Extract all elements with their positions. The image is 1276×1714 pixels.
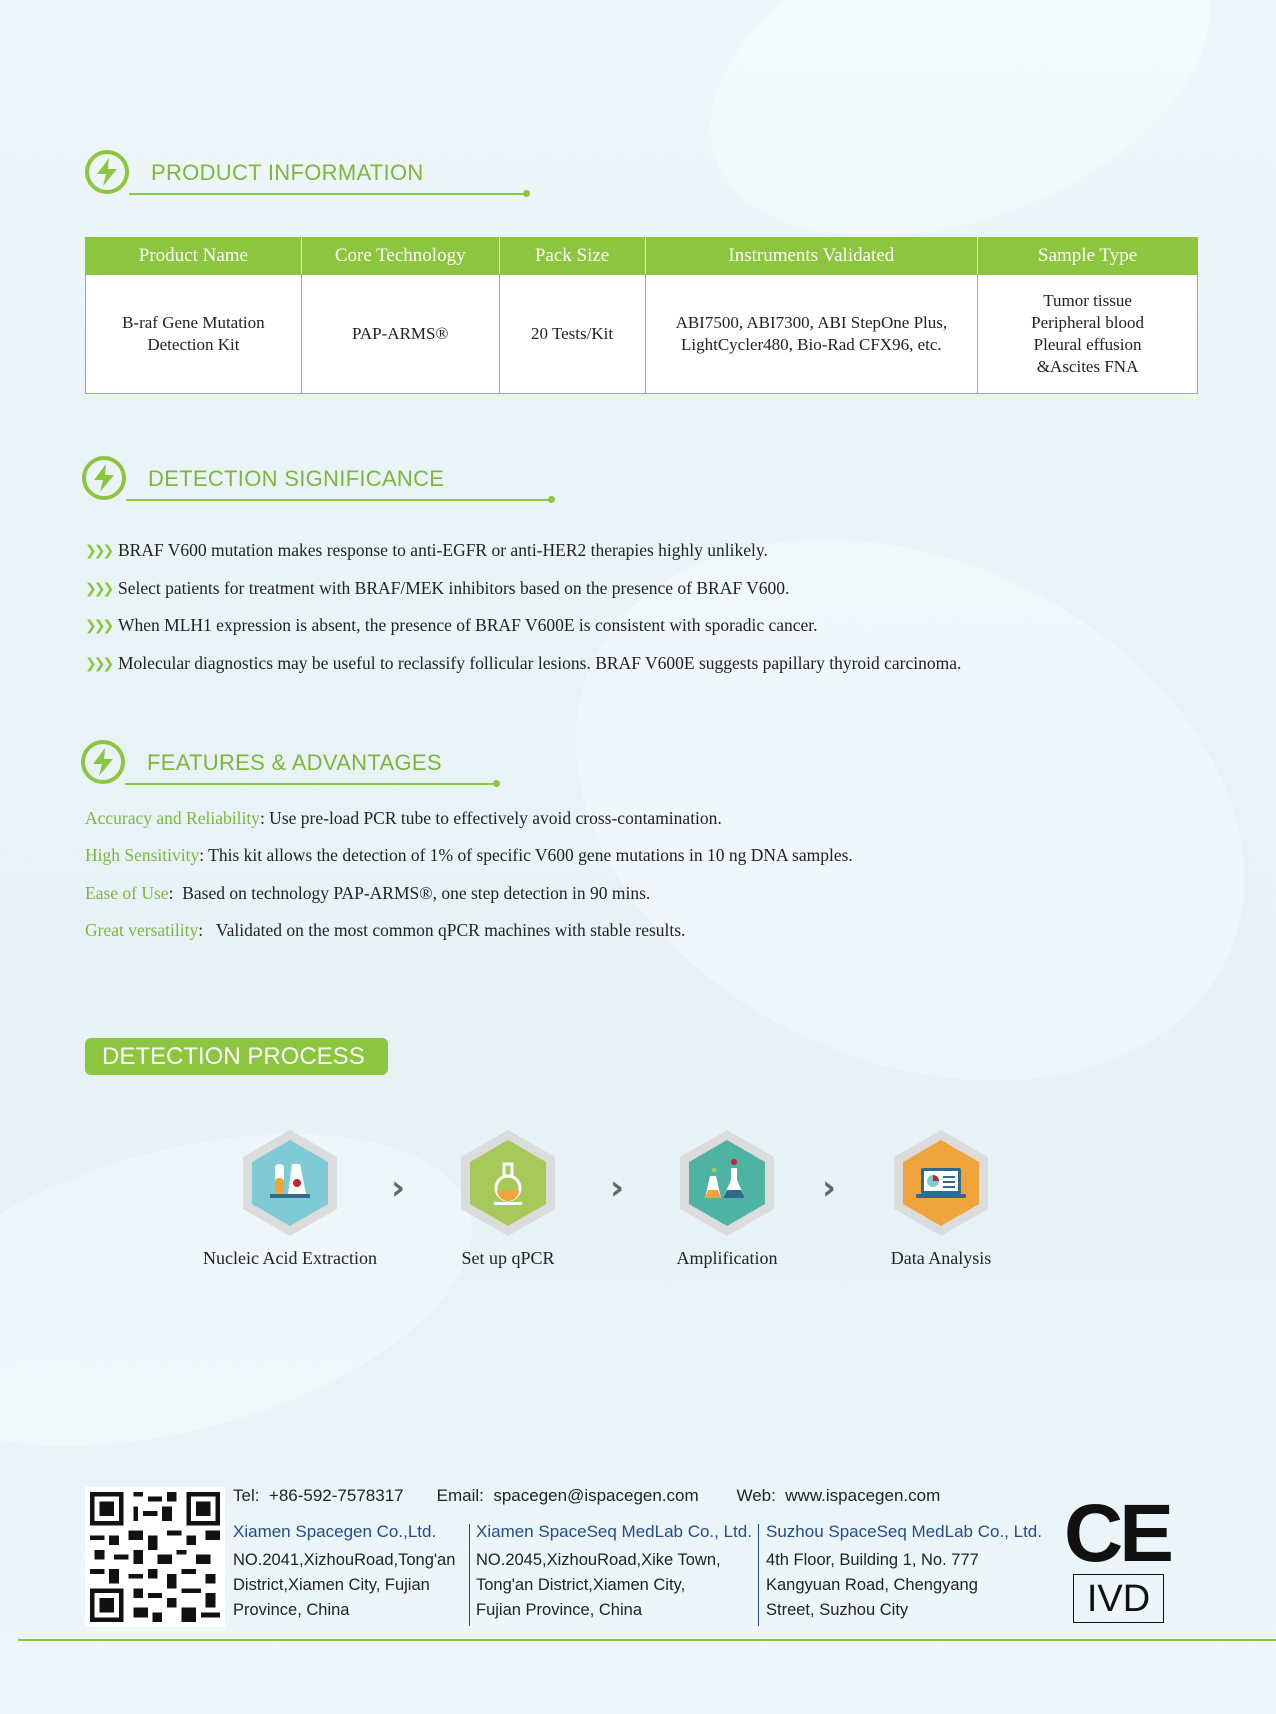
footer-rule	[18, 1639, 1276, 1641]
list-item	[85, 578, 1185, 616]
title-underline	[125, 783, 497, 785]
company-address-line: Tong'an District,Xiamen City,	[476, 1576, 686, 1594]
company-name: Xiamen SpaceSeq MedLab Co., Ltd.	[476, 1522, 752, 1541]
chevron-right-icon: ›	[822, 1168, 837, 1208]
column-header: Sample Type	[978, 238, 1198, 275]
company-name: Xiamen Spacegen Co.,Ltd.	[233, 1522, 437, 1541]
process-step	[627, 1128, 827, 1268]
process-step	[841, 1128, 1041, 1268]
company-address-line: NO.2045,XizhouRoad,Xike Town,	[476, 1551, 721, 1569]
test-tubes-icon	[240, 1128, 340, 1238]
list-item	[85, 653, 1185, 691]
column-header: Pack Size	[499, 238, 645, 275]
detection-process-badge: DETECTION PROCESS	[85, 1038, 388, 1075]
cell-line: Pleural effusion	[1033, 335, 1142, 354]
brand-logo-icon	[85, 150, 129, 194]
feature-key: Great versatility	[85, 919, 199, 940]
feature-text: : Validated on the most common qPCR machines with stable results.	[198, 919, 686, 940]
step-label: Set up qPCR	[461, 1248, 555, 1268]
company-block	[476, 1522, 752, 1623]
company-address-line: Province, China	[233, 1601, 350, 1619]
feature-item	[85, 845, 1185, 882]
list-item-text: Molecular diagnostics may be useful to reclassify follicular lesions. BRAF V600E suggests papillary thyroid carcinoma.	[118, 652, 962, 673]
section-title: FEATURES & ADVANTAGES	[147, 750, 442, 775]
double-chevron-icon: ❯❯❯	[85, 618, 112, 634]
cell-line: ABI7500, ABI7300, ABI StepOne Plus,	[675, 313, 948, 332]
feature-item	[85, 920, 1185, 957]
underline-dot	[493, 780, 500, 787]
cell-line: B-raf Gene Mutation	[122, 313, 265, 332]
ce-mark: CE	[1064, 1488, 1170, 1579]
company-block	[233, 1522, 455, 1623]
cell-line: Detection Kit	[147, 335, 240, 354]
process-step	[190, 1128, 390, 1268]
cell-product-name	[86, 275, 302, 394]
list-item	[85, 615, 1185, 653]
divider	[758, 1524, 759, 1626]
underline-dot	[523, 190, 530, 197]
cell-line: Tumor tissue	[1043, 291, 1132, 310]
double-chevron-icon: ❯❯❯	[85, 543, 112, 559]
company-address-line: Street, Suzhou City	[766, 1601, 909, 1619]
brand-logo-icon	[82, 456, 126, 500]
feature-text: : This kit allows the detection of 1% of specific V600 gene mutations in 10 ng DNA samples.	[199, 845, 853, 866]
divider	[469, 1524, 470, 1626]
contact-line: Tel: +86-592-7578317 Email: spacegen@ispacegen.com Web: www.ispacegen.com	[233, 1486, 941, 1505]
process-step	[408, 1128, 608, 1268]
title-underline	[126, 499, 552, 501]
underline-dot	[548, 496, 555, 503]
feature-key: High Sensitivity	[85, 845, 200, 866]
ivd-mark: IVD	[1073, 1574, 1164, 1623]
company-block	[766, 1522, 1042, 1623]
company-address-line: NO.2041,XizhouRoad,Tong'an	[233, 1551, 456, 1569]
company-address-line: Fujian Province, China	[476, 1601, 642, 1619]
detection-significance-header	[82, 456, 562, 504]
qr-code-icon	[85, 1487, 225, 1627]
feature-text: : Use pre-load PCR tube to effectively avoid cross-contamination.	[259, 808, 722, 828]
feature-text: : Based on technology PAP-ARMS®, one step detection in 90 mins.	[168, 882, 651, 903]
features-list	[85, 808, 1185, 957]
list-item-text: When MLH1 expression is absent, the presence of BRAF V600E is consistent with sporadic cancer.	[118, 615, 818, 635]
cell-core-technology: PAP-ARMS®	[301, 275, 499, 394]
cell-pack-size: 20 Tests/Kit	[499, 275, 645, 394]
cell-line: &Ascites FNA	[1036, 357, 1139, 376]
table-row	[86, 275, 1198, 394]
step-label: Nucleic Acid Extraction	[203, 1248, 377, 1268]
step-label: Amplification	[676, 1248, 778, 1268]
feature-key: Accuracy and Reliability	[85, 808, 260, 828]
significance-list	[85, 540, 1185, 690]
feature-key: Ease of Use	[85, 882, 169, 903]
double-chevron-icon: ❯❯❯	[85, 580, 112, 597]
section-title: DETECTION SIGNIFICANCE	[148, 466, 445, 491]
chevron-right-icon: ›	[610, 1168, 625, 1208]
flask-icon	[458, 1128, 558, 1238]
table-header-row	[86, 238, 1198, 275]
laptop-chart-icon	[891, 1128, 991, 1238]
column-header: Instruments Validated	[645, 238, 978, 275]
company-address-line: Kangyuan Road, Chengyang	[766, 1576, 978, 1594]
double-chevron-icon: ❯❯❯	[85, 655, 112, 672]
cell-instruments	[645, 275, 978, 394]
section-title: PRODUCT INFORMATION	[151, 160, 424, 185]
feature-item	[85, 883, 1185, 920]
features-header	[81, 740, 501, 788]
title-underline	[129, 193, 527, 195]
brand-logo-icon	[81, 740, 125, 784]
company-address-line: 4th Floor, Building 1, No. 777	[766, 1551, 979, 1569]
chevron-right-icon: ›	[391, 1168, 406, 1208]
cell-line: Peripheral blood	[1031, 313, 1144, 332]
list-item	[85, 540, 1185, 578]
cell-line: LightCycler480, Bio-Rad CFX96, etc.	[681, 335, 942, 354]
list-item-text: BRAF V600 mutation makes response to anti-EGFR or anti-HER2 therapies highly unlikely.	[118, 540, 768, 560]
product-table	[85, 237, 1198, 394]
product-information-header	[85, 150, 535, 198]
column-header: Core Technology	[301, 238, 499, 275]
feature-item	[85, 808, 1185, 845]
cell-sample-type	[978, 275, 1198, 394]
step-label: Data Analysis	[890, 1248, 992, 1268]
column-header: Product Name	[86, 238, 302, 275]
beakers-icon	[677, 1128, 777, 1238]
company-address-line: District,Xiamen City, Fujian	[233, 1576, 430, 1594]
company-name: Suzhou SpaceSeq MedLab Co., Ltd.	[766, 1522, 1042, 1541]
list-item-text: Select patients for treatment with BRAF/MEK inhibitors based on the presence of BRAF V600.	[118, 577, 790, 598]
